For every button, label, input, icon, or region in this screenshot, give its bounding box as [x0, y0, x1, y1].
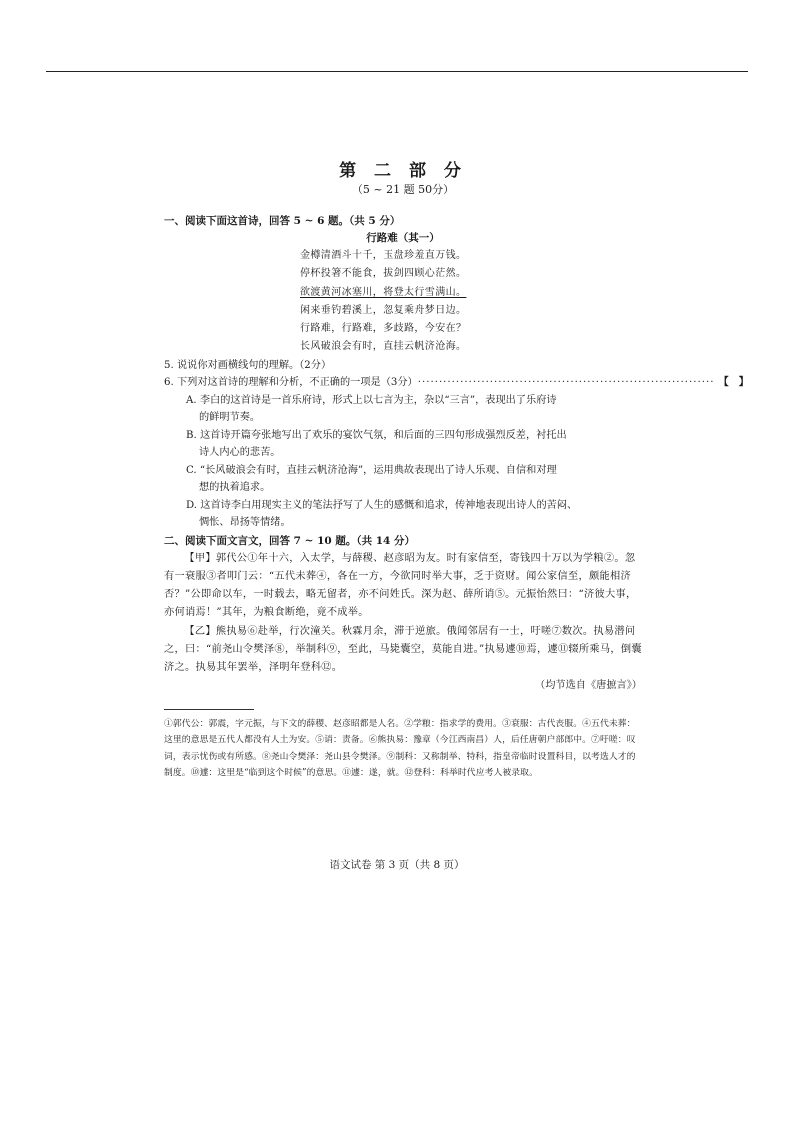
passage-source: （均节选自《唐摭言》）: [535, 680, 642, 692]
option-b: [186, 427, 642, 462]
option-b-line1: B. 这首诗开篇夸张地写出了欢乐的宴饮气氛，和后面的三四句形成强烈反差，衬托出: [186, 429, 567, 441]
footnotes: ①郭代公：郭震，字元振，与下文的薛稷、赵彦昭都是人名。②学粮：指求学的费用。③衰服：古代丧服。④五代未葬：这里的意思是五代人都没有人土为安。⑤诮：责备。⑥熊执易：豫章（今江西南昌）人，后任唐朝户部郎中。⑦吁嗟：叹词，表示忧伤或有所感。⑧尧山令樊泽：尧山县令樊泽。⑨制科：又称制举、特科，指皇帝临时设置科目，以考选人才的制度。⑩遽：这里是“临到这个时候”的意思。⑪遽：遂，就。⑫登科：科举时代应考人被录取。: [164, 719, 636, 778]
poem-title: 行路难（其一）: [366, 232, 440, 244]
part-subtitle: （5 ~ 21 题 50分）: [351, 183, 455, 196]
question-6: [164, 374, 749, 392]
poem-line: 停杯投箸不能食，拔剑四顾心茫然。: [300, 268, 467, 280]
part-title: 第 二 部 分: [339, 161, 467, 181]
poem-line-underlined: 欲渡黄河冰塞川，将登太行雪满山。: [300, 286, 467, 298]
passage-yi: 【乙】熊执易⑥赴举，行次潼关。秋霖月余，滞于逆旅。俄闻邻居有一士，吁嗟⑦数次。执易潜问之，曰：“前尧山令樊泽⑧，举制科⑨，至此，马毙囊空，莫能自进。”执易遽⑩焉，遽⑪辍所乘马，倒囊济之。执易其年罢举，泽明年登科⑫。: [164, 625, 642, 673]
option-a: [186, 392, 642, 427]
poem-line: 长风破浪会有时，直挂云帆济沧海。: [300, 341, 467, 353]
leader-dots: ······································································: [417, 377, 715, 389]
option-b-line2: 诗人内心的悲苦。: [199, 447, 281, 459]
option-c-line1: C. “长风破浪会有时，直挂云帆济沧海”，运用典故表现出了诗人乐观、自信和对理: [186, 464, 557, 476]
top-rule: [46, 71, 748, 72]
poem-line: 金樽清酒斗十千，玉盘珍羞直万钱。: [300, 250, 467, 261]
option-d-line2: 惆怅、昂扬等情绪。: [199, 517, 291, 529]
option-c: [186, 462, 642, 497]
section1-heading: 一、阅读下面这首诗，回答 5 ~ 6 题。（共 5 分）: [164, 215, 401, 227]
option-c-line2: 想的执着追求。: [199, 482, 271, 494]
option-a-line2: 的鲜明节奏。: [199, 412, 261, 424]
answer-bracket: 【 】: [718, 376, 749, 389]
poem-line: 闲来垂钓碧溪上，忽复乘舟梦日边。: [300, 304, 467, 316]
question-6-stem: 6. 下列对这首诗的理解和分析，不正确的一项是（3分）: [164, 377, 418, 389]
section2-heading: 二、阅读下面文言文，回答 7 ~ 10 题。（共 14 分）: [164, 534, 416, 547]
poem-body: [300, 247, 642, 357]
option-d-line1: D. 这首诗李白用现实主义的笔法抒写了人生的感慨和追求，传神地表现出诗人的苦闷、: [186, 499, 578, 511]
exam-page: [164, 160, 749, 781]
option-a-line1: A. 李白的这首诗是一首乐府诗，形式上以七言为主，杂以“三言”，表现出了乐府诗: [186, 394, 557, 406]
passage-jia: 【甲】郭代公①年十六，入太学，与薛稷、赵彦昭为友。时有家信至，寄钱四十万以为学粮②。忽有一衰服③者叩门云：“五代未葬④，各在一方，今欲同时举大事，乏于资财。闻公家信至，颇能相济否？”公即命以车，一时载去，略无留者，亦不问姓氏。深为赵、薛所诮⑤。元振怡然曰：“济彼大事，亦何诮焉！”其年，为粮食断绝，竟不成举。: [164, 552, 637, 619]
footnote-rule: [164, 709, 254, 710]
poem-line: 行路难，行路难，多歧路，今安在？: [300, 323, 467, 335]
page-footer: 语文试卷 第 3 页（共 8 页）: [329, 859, 465, 871]
option-d: [186, 497, 642, 532]
question-5: 5. 说说你对画横线句的理解。（2分）: [164, 359, 332, 371]
